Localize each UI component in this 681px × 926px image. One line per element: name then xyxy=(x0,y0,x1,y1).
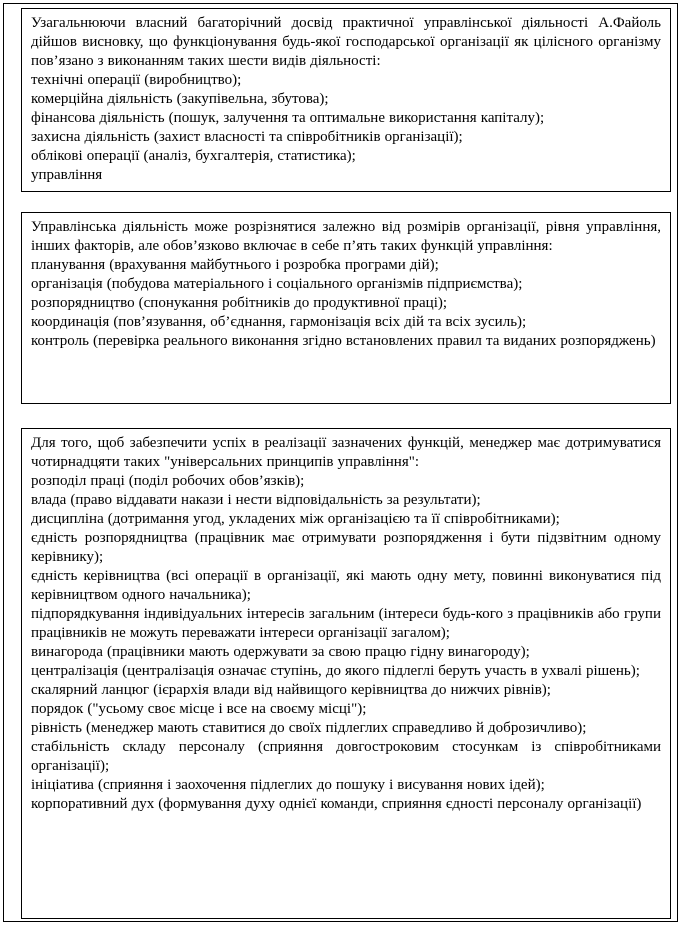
text-line: управління xyxy=(31,167,103,183)
text-line: винагорода (працівники мають одержувати за свою працю гідну винагороду); xyxy=(31,644,530,660)
text-line: дисципліна (дотримання угод, укладених між організацією та її співробітниками); xyxy=(31,511,560,527)
text-line: фінансова діяльність (пошук, залучення та оптимальне використання капіталу); xyxy=(31,110,545,126)
text-line: захисна діяльність (захист власності та співробітників організації); xyxy=(31,129,463,145)
text-line: єдність керівництва (всі операції в організації, які мають одну мету, повинні виконуватися під керівництвом одного начальника); xyxy=(31,568,661,603)
text-line: технічні операції (виробництво); xyxy=(31,72,242,88)
text-line: централізація (централізація означає ступінь, до якого підлеглі беруть участь в ухвалі рішень); xyxy=(31,663,640,679)
text-line: розподіл праці (поділ робочих обов’язків); xyxy=(31,473,305,489)
text-line: порядок ("усьому своє місце і все на своєму місці"); xyxy=(31,701,367,717)
text-line: підпорядкування індивідуальних інтересів загальним (інтереси будь-кого з працівників або групи працівників не можуть переважати інтереси організації загалом); xyxy=(31,606,661,641)
text-box-fourteen-principles xyxy=(21,428,671,919)
text-line: влада (право віддавати накази і нести відповідальність за результати); xyxy=(31,492,481,508)
text-line: стабільність складу персоналу (сприяння довгостроковим стосункам із співробітниками організації); xyxy=(31,739,661,774)
text-line: контроль (перевірка реального виконання згідно встановлених правил та виданих розпоряджень) xyxy=(31,333,656,349)
text-line: розпорядництво (спонукання робітників до продуктивної праці); xyxy=(31,295,448,311)
text-line: скалярний ланцюг (ієрархія влади від найвищого керівництва до нижчих рівнів); xyxy=(31,682,551,698)
text-line: облікові операції (аналіз, бухгалтерія, статистика); xyxy=(31,148,356,164)
text-line: ініціатива (сприяння і заохочення підлеглих до пошуку і висування нових ідей); xyxy=(31,777,545,793)
text-line: Для того, щоб забезпечити успіх в реалізації зазначених функцій, менеджер має дотримуватися чотирнадцяти таких "універсальних принципів управління": xyxy=(31,435,661,470)
text-line: єдність розпорядництва (працівник має отримувати розпорядження і бути підзвітним одному керівнику); xyxy=(31,530,661,565)
text-box-five-functions xyxy=(21,212,671,404)
text-line: Узагальнюючи власний багаторічний досвід практичної управлінської діяльності А.Файоль дійшов висновку, що функціонування будь-якої господарської організації як цілісного організму пов’язано з виконанням таких шести видів діяльності: xyxy=(31,15,661,69)
text-line: рівність (менеджер мають ставитися до своїх підлеглих справедливо й доброзичливо); xyxy=(31,720,587,736)
text-line: комерційна діяльність (закупівельна, збутова); xyxy=(31,91,329,107)
text-line: корпоративний дух (формування духу однієї команди, сприяння єдності персоналу організації) xyxy=(31,796,642,812)
text-line: планування (врахування майбутнього і розробка програми дій); xyxy=(31,257,439,273)
text-line: організація (побудова матеріального і соціального організмів підприємства); xyxy=(31,276,523,292)
text-line: Управлінська діяльність може розрізнятися залежно від розмірів організації, рівня управління, інших факторів, але обов’язково включає в себе п’ять таких функцій управління: xyxy=(31,219,661,254)
text-box-six-activities xyxy=(21,8,671,192)
text-line: координація (пов’язування, об’єднання, гармонізація всіх дій та всіх зусиль); xyxy=(31,314,527,330)
